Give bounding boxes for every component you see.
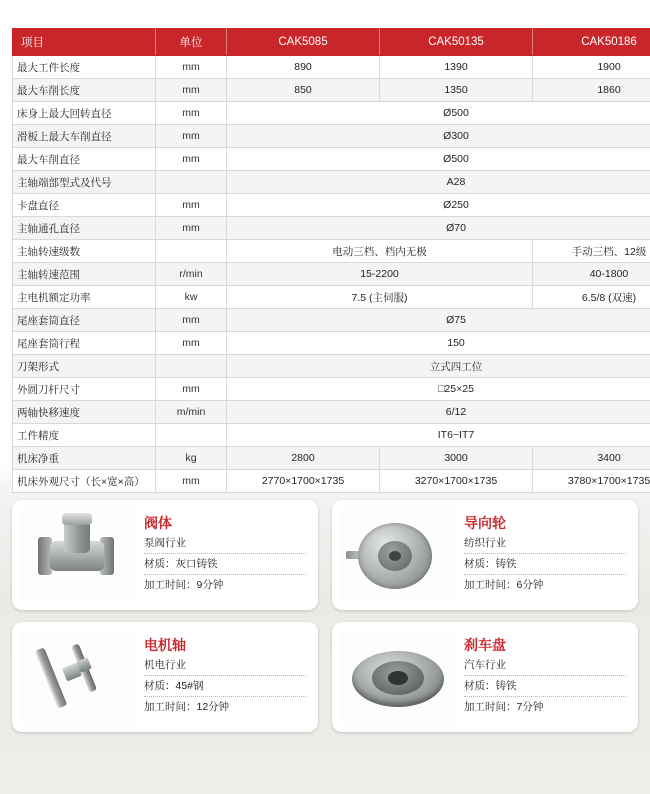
spec-value: Ø75 [227,309,650,332]
spec-value: 6.5/8 (双速) [533,286,650,309]
spec-value: 3270×1700×1735 [380,470,533,493]
spec-unit: r/min [156,263,227,286]
part-material: 材质：铸铁 [464,556,626,575]
spec-value: Ø500 [227,148,650,171]
spec-item-label: 两轴快移速度 [13,401,156,424]
part-industry: 汽车行业 [464,657,626,676]
spec-unit: mm [156,79,227,102]
column-header-cak50186: CAK50186 [533,29,650,56]
spec-value: 手动三档、12级 [533,240,650,263]
spec-value: 40-1800 [533,263,650,286]
spec-item-label: 卡盘直径 [13,194,156,217]
table-header [13,29,650,56]
spec-unit: m/min [156,401,227,424]
table-row [13,171,650,194]
part-card-motor-shaft[interactable] [12,622,318,732]
part-time: 加工时间：7分钟 [464,700,544,713]
column-header-item: 项目 [13,29,156,56]
spec-item-label: 最大工件长度 [13,56,156,79]
spec-item-label: 最大车削长度 [13,79,156,102]
spec-value: 890 [227,56,380,79]
spec-value: □25×25 [227,378,650,401]
spec-value: 1350 [380,79,533,102]
spec-item-label: 刀架形式 [13,355,156,378]
part-title: 刹车盘 [464,636,506,653]
spec-unit: mm [156,125,227,148]
part-time: 加工时间：12分钟 [144,700,230,713]
spec-unit: mm [156,470,227,493]
spec-item-label: 尾座套筒行程 [13,332,156,355]
part-card-info [456,636,630,719]
table-row [13,378,650,401]
column-header-unit: 单位 [156,29,227,56]
spec-value: 1860 [533,79,650,102]
spec-item-label: 主轴端部型式及代号 [13,171,156,194]
table-row [13,309,650,332]
part-time: 加工时间：9分钟 [144,578,224,591]
table-header-row [13,29,650,56]
table-row [13,148,650,171]
spec-item-label: 机床外观尺寸（长×宽×高） [13,470,156,493]
part-card-brake-disc[interactable] [332,622,638,732]
spec-unit: kw [156,286,227,309]
spec-value: A28 [227,171,650,194]
spec-unit [156,240,227,263]
spec-item-label: 机床净重 [13,447,156,470]
part-industry: 纺织行业 [464,535,626,554]
spec-item-label: 外圆刀杆尺寸 [13,378,156,401]
column-header-cak5085: CAK5085 [227,29,380,56]
spec-value: 电动三档、档内无极 [227,240,533,263]
spec-value: 1390 [380,56,533,79]
motor-shaft-photo [20,629,136,725]
spec-unit: mm [156,378,227,401]
spec-unit: mm [156,309,227,332]
spec-item-label: 床身上最大回转直径 [13,102,156,125]
spec-value: 6/12 [227,401,650,424]
part-card-info [136,514,310,597]
spec-unit [156,171,227,194]
table-row [13,355,650,378]
table-row [13,217,650,240]
spec-item-label: 主轴转速范围 [13,263,156,286]
table-row [13,56,650,79]
spec-unit [156,355,227,378]
part-material: 材质：铸铁 [464,678,626,697]
part-title: 阀体 [144,514,172,531]
table-row [13,102,650,125]
table-row [13,470,650,493]
part-time: 加工时间：6分钟 [464,578,544,591]
spec-value: 3000 [380,447,533,470]
spec-value: Ø500 [227,102,650,125]
spec-item-label: 主轴通孔直径 [13,217,156,240]
spec-unit [156,424,227,447]
spec-value: 3400 [533,447,650,470]
spec-value: 7.5 (主伺服) [227,286,533,309]
table-row [13,447,650,470]
spec-unit: mm [156,56,227,79]
part-material: 材质：灰口铸铁 [144,556,306,575]
spec-value: 850 [227,79,380,102]
spec-unit: mm [156,102,227,125]
table-body [13,56,650,493]
table-row [13,240,650,263]
specification-table-wrapper [12,28,650,493]
spec-unit: mm [156,148,227,171]
spec-value: Ø70 [227,217,650,240]
table-row [13,401,650,424]
table-row [13,424,650,447]
spec-value: IT6~IT7 [227,424,650,447]
valve-body-photo [20,507,136,603]
spec-unit: mm [156,194,227,217]
specification-table [12,28,650,493]
spec-value: 15-2200 [227,263,533,286]
spec-unit: mm [156,217,227,240]
table-row [13,263,650,286]
spec-item-label: 主电机额定功率 [13,286,156,309]
column-header-cak50135: CAK50135 [380,29,533,56]
part-industry: 机电行业 [144,657,306,676]
spec-value: 3780×1700×1735 [533,470,650,493]
part-card-info [456,514,630,597]
spec-value: Ø250 [227,194,650,217]
spec-value: 1900 [533,56,650,79]
part-material: 材质：45#钢 [144,678,306,697]
spec-value: Ø300 [227,125,650,148]
spec-value: 150 [227,332,650,355]
part-industry: 泵阀行业 [144,535,306,554]
guide-wheel-photo [340,507,456,603]
table-row [13,286,650,309]
table-row [13,79,650,102]
spec-item-label: 工件精度 [13,424,156,447]
spec-unit: mm [156,332,227,355]
part-title: 电机轴 [144,636,186,653]
spec-value: 2800 [227,447,380,470]
spec-value: 立式四工位 [227,355,650,378]
part-card-valve-body[interactable] [12,500,318,610]
spec-value: 2770×1700×1735 [227,470,380,493]
spec-item-label: 尾座套筒直径 [13,309,156,332]
sample-parts-card-grid [12,500,638,732]
table-row [13,332,650,355]
part-title: 导向轮 [464,514,506,531]
spec-item-label: 主轴转速级数 [13,240,156,263]
part-card-guide-wheel[interactable] [332,500,638,610]
spec-unit: kg [156,447,227,470]
brake-disc-photo [340,629,456,725]
spec-item-label: 最大车削直径 [13,148,156,171]
table-row [13,125,650,148]
spec-item-label: 滑板上最大车削直径 [13,125,156,148]
part-card-info [136,636,310,719]
table-row [13,194,650,217]
